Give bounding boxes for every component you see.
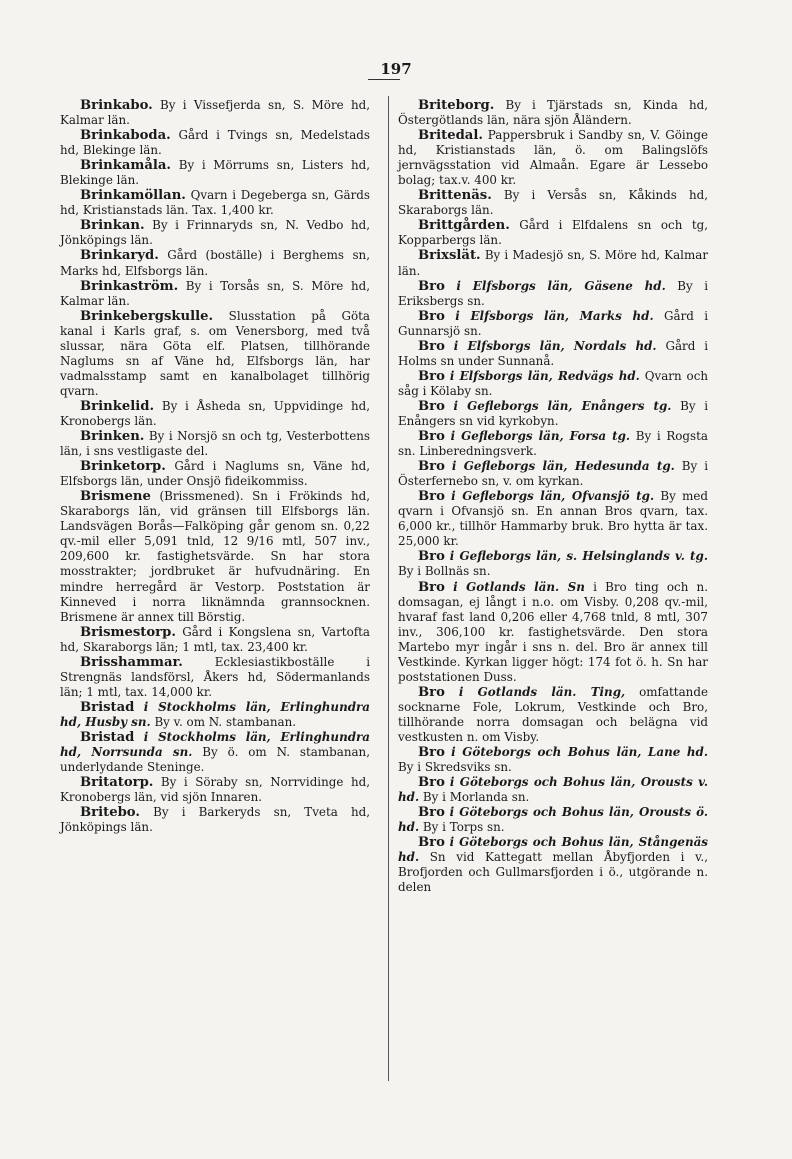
entry-headword: Bro bbox=[418, 308, 445, 324]
entry-headword: Bro bbox=[418, 398, 445, 414]
entry-headword: Bro bbox=[418, 549, 445, 565]
entry-text: Gård (boställe) i Berghems sn, Marks hd, Elfsborgs län. bbox=[60, 248, 370, 278]
dictionary-entry bbox=[60, 158, 370, 188]
entry-text: Qvarn och såg i Kölaby sn. bbox=[398, 368, 709, 398]
entry-qualifier: i Göteborgs och Bohus län, Stångenäs hd. bbox=[398, 835, 708, 865]
page-number: 197 bbox=[380, 60, 412, 78]
entry-headword: Bristad bbox=[80, 729, 135, 745]
entry-text: By i Skredsviks sn. bbox=[398, 760, 512, 775]
entry-headword: Brinken. bbox=[80, 429, 145, 445]
entry-text: By i Mörrums sn, Listers hd, Blekinge län. bbox=[60, 158, 371, 188]
entry-qualifier: i Göteborgs och Bohus län, Lane hd. bbox=[451, 745, 708, 760]
dictionary-entry bbox=[398, 279, 708, 309]
dictionary-entry bbox=[398, 369, 708, 399]
entry-text: By i Söraby sn, Norrvidinge hd, Kronobergs län, vid sjön Innaren. bbox=[60, 775, 370, 805]
entry-headword: Brittenäs. bbox=[418, 188, 492, 204]
entry-text: By i Tjärstads sn, Kinda hd, Östergötlands län, nära sjön Åländern. bbox=[398, 98, 708, 128]
entry-qualifier: i Gefleborgs län, s. Helsinglands v. tg. bbox=[449, 549, 708, 564]
entry-text: By i Vissefjerda sn, S. Möre hd, Kalmar län. bbox=[60, 98, 371, 128]
entry-qualifier: i Elfsborgs län, Gäsene hd. bbox=[456, 278, 666, 293]
dictionary-entry bbox=[398, 580, 708, 685]
entry-headword: Brisshammar. bbox=[80, 654, 183, 670]
entry-qualifier: i Göteborgs och Bohus län, Orousts v. hd. bbox=[398, 775, 708, 805]
entry-text: Gård i Gunnarsjö sn. bbox=[398, 308, 709, 338]
entry-headword: Brinkamöllan. bbox=[80, 188, 186, 204]
entry-text: By i Norsjö sn och tg, Vesterbottens län, i sns vestligaste del. bbox=[60, 429, 370, 459]
entry-text: By i Eriksbergs sn. bbox=[398, 278, 709, 308]
entry-qualifier: i Elfsborgs län, Redvägs hd. bbox=[449, 368, 640, 383]
dictionary-entry bbox=[60, 700, 370, 730]
page-number-rule bbox=[368, 79, 400, 80]
entry-text: By i Bollnäs sn. bbox=[398, 564, 491, 579]
entry-headword: Britedal. bbox=[418, 128, 483, 144]
right-column bbox=[398, 98, 708, 895]
entry-headword: Bro bbox=[418, 775, 445, 791]
entry-headword: Bro bbox=[418, 489, 445, 505]
entry-headword: Brinkaboda. bbox=[80, 128, 171, 144]
dictionary-entry bbox=[60, 188, 370, 218]
dictionary-entry bbox=[60, 309, 370, 399]
entry-text: Ecklesiastikboställe i Strengnäs landsförsl, Åkers hd, Södermanlands län; 1 mtl, tax. 14,000 kr. bbox=[60, 654, 371, 699]
column-divider bbox=[388, 96, 389, 1081]
entry-headword: Brinkaström. bbox=[80, 278, 179, 294]
entry-text: By i Madesjö sn, S. Möre hd, Kalmar län. bbox=[398, 248, 709, 278]
entry-text: Gård i Naglums sn, Väne hd, Elfsborgs län, under Onsjö fideikommiss. bbox=[60, 459, 370, 489]
left-column bbox=[60, 98, 370, 835]
dictionary-entry bbox=[398, 685, 708, 745]
dictionary-entry bbox=[398, 188, 708, 218]
entry-text: Pappersbruk i Sandby sn, V. Göinge hd, Kristianstads län, ö. om Balingslöfs jernvägsstation vid Almaån. Egare är Lessebo bolag; tax.v. 400 kr. bbox=[398, 128, 708, 188]
dictionary-entry bbox=[60, 489, 370, 624]
entry-text: Qvarn i Degeberga sn, Gärds hd, Kristianstads län. Tax. 1,400 kr. bbox=[60, 188, 370, 218]
entry-text: Gård i Tvings sn, Medelstads hd, Blekinge län. bbox=[60, 128, 371, 158]
dictionary-entry bbox=[398, 339, 708, 369]
entry-headword: Brinkaryd. bbox=[80, 248, 159, 264]
dictionary-entry bbox=[398, 309, 708, 339]
dictionary-entry bbox=[398, 489, 708, 549]
dictionary-entry bbox=[60, 459, 370, 489]
entry-text: i Bro ting och n. domsagan, ej långt i n.o. om Visby. 0,208 qv.-mil, hvaraf fast land 0,206 eller 4,768 tnld, 8 mtl, 307 inv., 306,100 kr. fastighetsvärde. Den stora Martebo myr ingår i sns n. del. Bro är annex till Vestkinde. Kyrkan ligger högt: 174 fot ö. h. Sn har poststationen Duss. bbox=[398, 579, 708, 684]
entry-headword: Bristad bbox=[80, 699, 135, 715]
entry-headword: Bro bbox=[418, 338, 445, 354]
entry-text: By i Torps sn. bbox=[422, 820, 505, 835]
dictionary-entry bbox=[60, 625, 370, 655]
dictionary-entry bbox=[398, 745, 708, 775]
entry-qualifier: i Göteborgs och Bohus län, Orousts ö. hd. bbox=[398, 805, 709, 835]
dictionary-entry bbox=[398, 775, 708, 805]
entry-text: Sn vid Kattegatt mellan Åbyfjorden i v., Brofjorden och Gullmarsfjorden i ö., utgörande n. delen bbox=[398, 850, 708, 895]
entry-headword: Briteborg. bbox=[418, 98, 495, 113]
entry-headword: Brinkabo. bbox=[80, 98, 153, 113]
entry-text: By i Österfernebo sn, v. om kyrkan. bbox=[398, 459, 709, 489]
entry-headword: Brinkan. bbox=[80, 218, 145, 234]
entry-headword: Bro bbox=[418, 278, 445, 294]
entry-headword: Brixslät. bbox=[418, 248, 481, 264]
dictionary-entry bbox=[398, 128, 708, 188]
entry-headword: Brinketorp. bbox=[80, 459, 166, 475]
entry-headword: Brismene bbox=[80, 489, 151, 505]
entry-qualifier: i Stockholms län, Erlinghundra hd, Husby sn. bbox=[60, 699, 371, 729]
entry-headword: Bro bbox=[418, 835, 445, 851]
entry-text: By i Torsås sn, S. Möre hd, Kalmar län. bbox=[60, 278, 370, 308]
entry-text: omfattande socknarne Fole, Lokrum, Vestkinde och Bro, tillhörande norra domsagan och belägna vid vestkusten n. om Visby. bbox=[398, 684, 708, 744]
dictionary-entry bbox=[60, 805, 370, 835]
entry-headword: Brinkebergskulle. bbox=[80, 308, 214, 324]
dictionary-entry bbox=[398, 429, 708, 459]
dictionary-entry bbox=[60, 775, 370, 805]
entry-text: By i Åsheda sn, Uppvidinge hd, Kronobergs län. bbox=[60, 398, 371, 428]
entry-headword: Britebo. bbox=[80, 805, 140, 821]
entry-headword: Brismestorp. bbox=[80, 624, 176, 640]
entry-qualifier: i Stockholms län, Erlinghundra hd, Norrsunda sn. bbox=[60, 729, 371, 760]
entry-qualifier: i Elfsborgs län, Marks hd. bbox=[455, 308, 654, 323]
dictionary-entry bbox=[398, 248, 708, 278]
entry-headword: Bro bbox=[418, 459, 445, 475]
entry-text: By med qvarn i Ofvansjö sn. En annan Bros qvarn, tax. 6,000 kr., tillhör Hammarby bruk. Bro hytta är tax. 25,000 kr. bbox=[398, 489, 708, 549]
dictionary-entry bbox=[398, 399, 708, 429]
entry-qualifier: i Gefleborgs län, Ofvansjö tg. bbox=[451, 489, 655, 504]
dictionary-entry bbox=[398, 549, 708, 579]
entry-headword: Bro bbox=[418, 745, 445, 761]
entry-text: Gård i Holms sn under Sunnanå. bbox=[398, 338, 709, 368]
entry-text: By i Enångers sn vid kyrkobyn. bbox=[398, 398, 708, 428]
entry-qualifier: i Gefleborgs län, Enångers tg. bbox=[453, 398, 672, 413]
entry-headword: Bro bbox=[418, 579, 445, 595]
entry-qualifier: i Elfsborgs län, Nordals hd. bbox=[453, 338, 657, 353]
dictionary-entry bbox=[60, 128, 370, 158]
dictionary-entry bbox=[60, 218, 370, 248]
entry-headword: Bro bbox=[418, 429, 445, 445]
entry-headword: Brinkelid. bbox=[80, 398, 155, 414]
entry-headword: Brittgården. bbox=[418, 218, 510, 234]
entry-headword: Britatorp. bbox=[80, 775, 154, 791]
entry-qualifier: i Gotlands län. Ting, bbox=[458, 684, 626, 699]
dictionary-entry bbox=[60, 399, 370, 429]
entry-headword: Bro bbox=[418, 368, 445, 384]
entry-text: (Brissmened). Sn i Frökinds hd, Skaraborgs län, vid gränsen till Elfsborgs län. Landsvägen Borås—Falköping går genom sn. 0,22 qv.-mil eller 5,091 tnld, 12 9/16 mtl, 507 inv., 209,600 kr. fastighetsvärde. Sn har stora mosstrakter; jordbruket är hufvudnäring. En mindre herregård är Vestorp. Poststation är Kinneved i norra liknämnda grannsocknen. Brismene är annex till Börstig. bbox=[60, 489, 371, 624]
dictionary-entry bbox=[398, 459, 708, 489]
entry-qualifier: i Gefleborgs län, Forsa tg. bbox=[450, 429, 631, 444]
dictionary-entry bbox=[398, 835, 708, 895]
dictionary-entry bbox=[60, 248, 370, 278]
dictionary-entry bbox=[60, 98, 370, 128]
dictionary-entry bbox=[398, 98, 708, 128]
entry-qualifier: i Gotlands län. Sn bbox=[453, 579, 585, 594]
entry-text: By i Barkeryds sn, Tveta hd, Jönköpings län. bbox=[60, 805, 371, 835]
entry-headword: Bro bbox=[418, 805, 445, 821]
entry-text: By i Versås sn, Kåkinds hd, Skaraborgs län. bbox=[398, 188, 708, 218]
entry-text: Slusstation på Göta kanal i Karls graf, s. om Venersborg, med två slussar, nära Göta elf. Platsen, tillhörande Naglums sn af Väne hd, Elfsborgs län, har vadmalsstamp samt en kanalbolaget tillhörig qvarn. bbox=[60, 308, 370, 398]
dictionary-entry bbox=[398, 218, 708, 248]
entry-headword: Brinkamåla. bbox=[80, 158, 172, 174]
dictionary-entry bbox=[60, 655, 370, 700]
entry-text: By i Rogsta sn. Linberedningsverk. bbox=[398, 429, 709, 459]
dictionary-entry bbox=[60, 279, 370, 309]
entry-text: By i Frinnaryds sn, N. Vedbo hd, Jönköpings län. bbox=[60, 218, 371, 248]
dictionary-entry bbox=[60, 730, 370, 775]
dictionary-entry bbox=[60, 429, 370, 459]
entry-headword: Bro bbox=[418, 684, 445, 700]
entry-text: Gård i Kongslena sn, Vartofta hd, Skaraborgs län; 1 mtl, tax. 23,400 kr. bbox=[60, 624, 371, 654]
entry-text: By ö. om N. stambanan, underlydande Steninge. bbox=[60, 745, 370, 775]
entry-text: Gård i Elfdalens sn och tg, Kopparbergs län. bbox=[398, 218, 709, 248]
entry-text: By i Morlanda sn. bbox=[422, 790, 530, 805]
entry-text: By v. om N. stambanan. bbox=[154, 714, 297, 729]
dictionary-entry bbox=[398, 805, 708, 835]
entry-qualifier: i Gefleborgs län, Hedesunda tg. bbox=[451, 459, 675, 474]
